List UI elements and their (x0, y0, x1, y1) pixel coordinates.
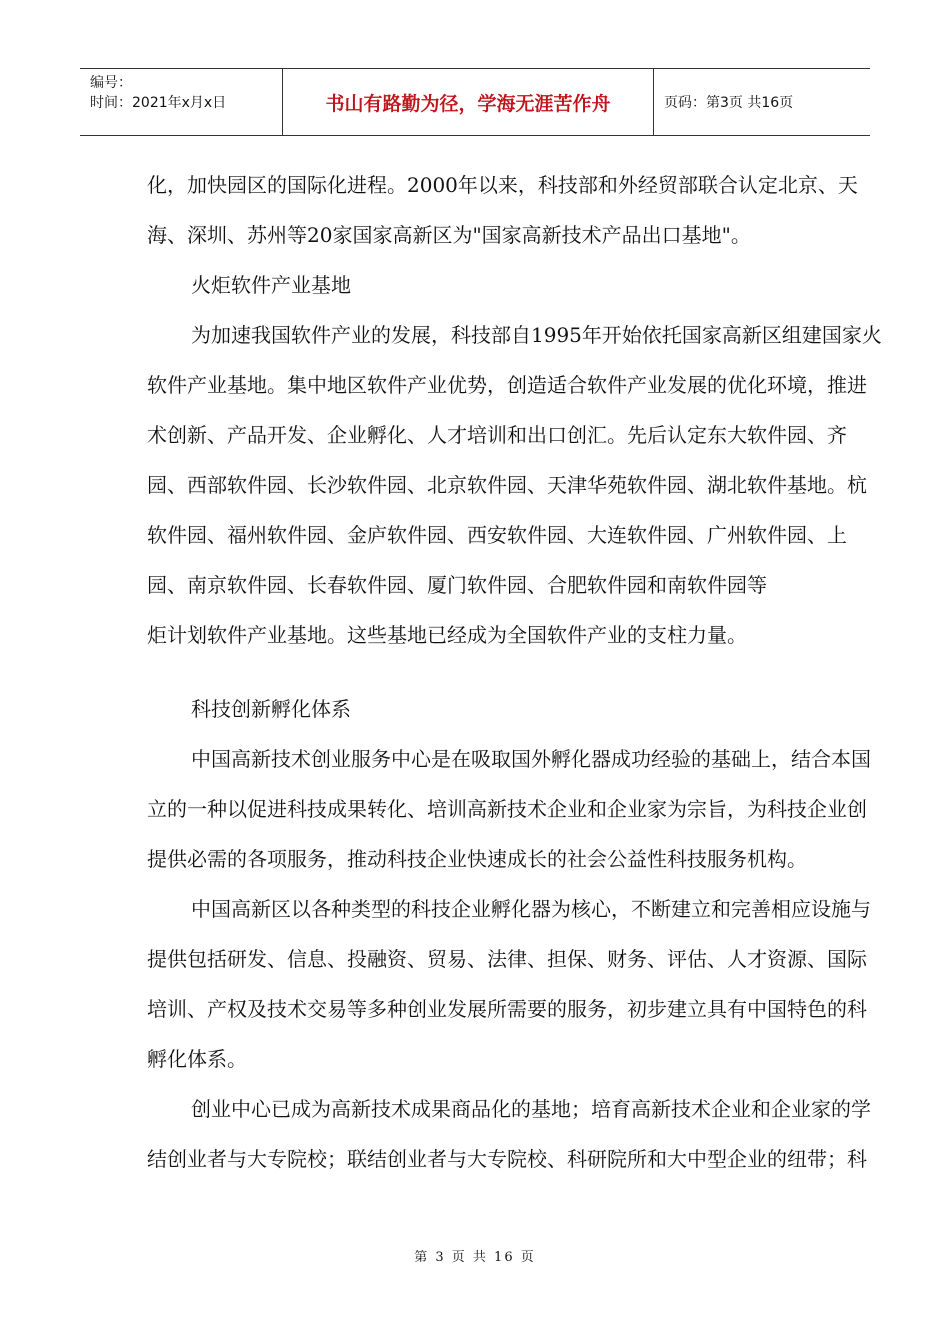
section-heading-torch-software-base: 火炬软件产业基地 (191, 273, 351, 297)
document-body (147, 160, 950, 1184)
body-line: 园、西部软件园、长沙软件园、北京软件园、天津华苑软件园、湖北软件基地。杭 (147, 473, 867, 497)
body-line: 软件产业基地。集中地区软件产业优势，创造适合软件产业发展的优化环境，推进 (147, 373, 867, 397)
body-line: 海、深圳、苏州等20家国家高新区为"国家高新技术产品出口基地"。 (147, 223, 751, 247)
body-line: 园、南京软件园、长春软件园、厦门软件园、合肥软件园和南软件园等 (147, 573, 767, 597)
page-footer: 第 3 页 共 16 页 (414, 1250, 536, 1265)
body-line: 立的一种以促进科技成果转化、培训高新技术企业和企业家为宗旨，为科技企业创 (147, 797, 867, 821)
body-line: 软件园、福州软件园、金庐软件园、西安软件园、大连软件园、广州软件园、上 (147, 523, 847, 547)
body-line: 孵化体系。 (147, 1047, 247, 1071)
document-date-label: 时间：2021年x月x日 (90, 95, 227, 111)
section-heading-incubation-system: 科技创新孵化体系 (191, 697, 351, 721)
body-line: 化，加快园区的国际化进程。2000年以来，科技部和外经贸部联合认定北京、天 (147, 173, 858, 197)
header-page-number: 页码：第3页 共16页 (664, 95, 794, 111)
body-line: 中国高新区以各种类型的科技企业孵化器为核心，不断建立和完善相应设施与 (191, 897, 871, 921)
header-motto: 书山有路勤为径，学海无涯苦作舟 (282, 69, 654, 135)
body-line: 为加速我国软件产业的发展，科技部自1995年开始依托国家高新区组建国家火 (191, 323, 882, 347)
body-line: 炬计划软件产业基地。这些基地已经成为全国软件产业的支柱力量。 (147, 623, 747, 647)
body-line: 提供包括研发、信息、投融资、贸易、法律、担保、财务、评估、人才资源、国际 (147, 947, 867, 971)
body-line: 结创业者与大专院校；联结创业者与大专院校、科研院所和大中型企业的纽带；科 (147, 1147, 867, 1171)
body-line: 培训、产权及技术交易等多种创业发展所需要的服务，初步建立具有中国特色的科 (147, 997, 867, 1021)
body-line: 创业中心已成为高新技术成果商品化的基地；培育高新技术企业和企业家的学 (191, 1097, 871, 1121)
header-meta (80, 69, 282, 135)
body-line: 术创新、产品开发、企业孵化、人才培训和出口创汇。先后认定东大软件园、齐 (147, 423, 847, 447)
page-header (80, 68, 870, 136)
body-line: 中国高新技术创业服务中心是在吸取国外孵化器成功经验的基础上，结合本国 (191, 747, 871, 771)
document-number-label: 编号： (90, 75, 132, 91)
body-line: 提供必需的各项服务，推动科技企业快速成长的社会公益性科技服务机构。 (147, 847, 807, 871)
paragraph-gap (147, 660, 950, 684)
